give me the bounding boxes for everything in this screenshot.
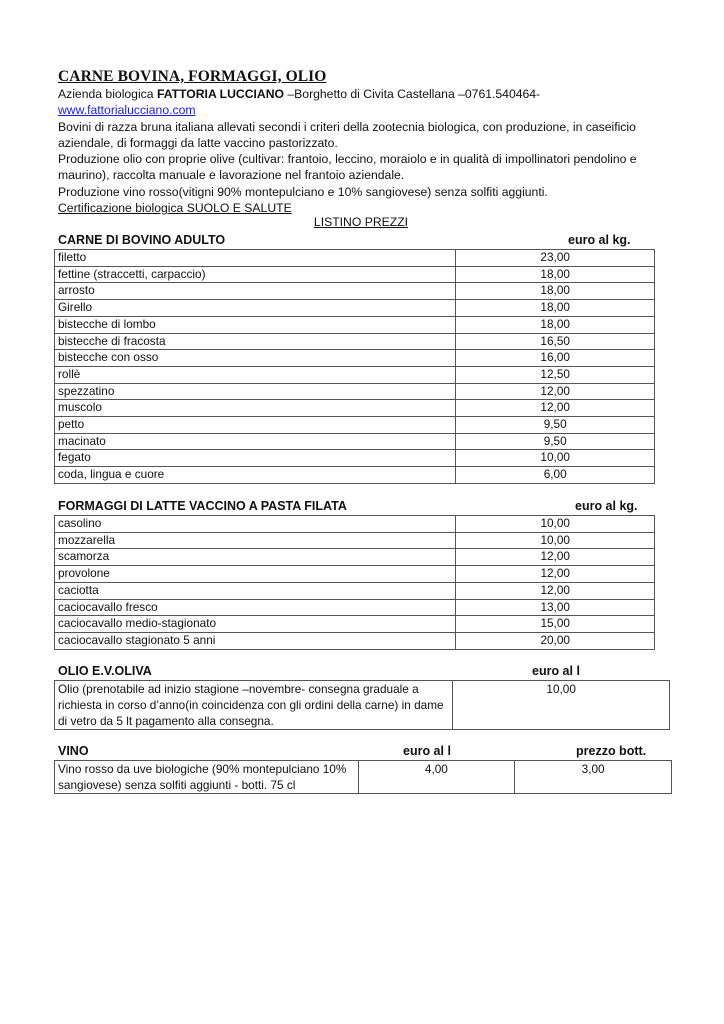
- item-name: rollè: [55, 366, 456, 383]
- item-price: 20,00: [456, 632, 655, 649]
- item-price: 18,00: [456, 266, 655, 283]
- item-name: caciocavallo medio-stagionato: [55, 616, 456, 633]
- vino-price-bottle: 3,00: [515, 761, 672, 794]
- item-name: mozzarella: [55, 532, 456, 549]
- table-row: [55, 333, 655, 350]
- item-name: caciotta: [55, 582, 456, 599]
- table-row: [55, 283, 655, 300]
- carne-price-table: [54, 249, 655, 484]
- vino-price-liter: 4,00: [358, 761, 515, 794]
- item-price: 15,00: [456, 616, 655, 633]
- table-row: [55, 400, 655, 417]
- formaggi-price-table: [54, 515, 655, 650]
- item-name: bistecche di fracosta: [55, 333, 456, 350]
- olio-unit-label: euro al l: [532, 664, 580, 678]
- company-intro: [58, 86, 678, 216]
- item-name: petto: [55, 417, 456, 434]
- item-name: caciocavallo fresco: [55, 599, 456, 616]
- table-row: [55, 467, 655, 484]
- item-name: caciocavallo stagionato 5 anni: [55, 632, 456, 649]
- item-price: 9,50: [456, 417, 655, 434]
- item-name: casolino: [55, 516, 456, 533]
- table-row: [55, 383, 655, 400]
- table-row: [55, 366, 655, 383]
- item-price: 16,00: [456, 350, 655, 367]
- price-list-heading: [0, 215, 724, 229]
- item-price: 12,00: [456, 383, 655, 400]
- table-row: [55, 417, 655, 434]
- document-title: CARNE BOVINA, FORMAGGI, OLIO: [58, 68, 327, 85]
- vino-heading: VINO: [58, 744, 89, 758]
- olio-price-table: [54, 680, 670, 730]
- item-price: 18,00: [456, 300, 655, 317]
- vino-unit-bottle-label: prezzo bott.: [576, 744, 647, 758]
- table-row: [55, 300, 655, 317]
- table-row: [55, 350, 655, 367]
- item-name: arrosto: [55, 283, 456, 300]
- table-row: [55, 616, 655, 633]
- item-price: 10,00: [456, 532, 655, 549]
- item-name: fettine (straccetti, carpaccio): [55, 266, 456, 283]
- item-price: 12,00: [456, 549, 655, 566]
- item-price: 10,00: [456, 516, 655, 533]
- vino-price-table: [54, 760, 672, 794]
- item-name: scamorza: [55, 549, 456, 566]
- table-row: [55, 516, 655, 533]
- website-link[interactable]: www.fattorialucciano.com: [58, 103, 196, 118]
- item-price: 18,00: [456, 283, 655, 300]
- item-name: fegato: [55, 450, 456, 467]
- item-price: 12,00: [456, 400, 655, 417]
- table-row: [55, 681, 670, 730]
- company-contact: –Borghetto di Civita Castellana –0761.540464-: [284, 87, 541, 101]
- item-price: 18,00: [456, 316, 655, 333]
- carne-heading: CARNE DI BOVINO ADULTO: [58, 233, 226, 247]
- table-row: [55, 433, 655, 450]
- item-name: macinato: [55, 433, 456, 450]
- item-price: 12,00: [456, 582, 655, 599]
- table-row: [55, 250, 655, 267]
- item-name: bistecche di lombo: [55, 316, 456, 333]
- intro-paragraph-vino: Produzione vino rosso(vitigni 90% montepulciano e 10% sangiovese) senza solfiti aggiunti.: [58, 184, 548, 199]
- table-row: [55, 549, 655, 566]
- olio-heading: OLIO E.V.OLIVA: [58, 664, 152, 678]
- item-name: provolone: [55, 566, 456, 583]
- item-name: muscolo: [55, 400, 456, 417]
- table-row: [55, 599, 655, 616]
- item-name: coda, lingua e cuore: [55, 467, 456, 484]
- item-price: 12,50: [456, 366, 655, 383]
- table-row: [55, 632, 655, 649]
- formaggi-unit-label: euro al kg.: [575, 499, 638, 513]
- table-row: [55, 450, 655, 467]
- table-row: [55, 532, 655, 549]
- vino-description: Vino rosso da uve biologiche (90% montepulciano 10% sangiovese) senza solfiti aggiunti - botti. 75 cl: [55, 761, 359, 794]
- item-price: 6,00: [456, 467, 655, 484]
- item-name: spezzatino: [55, 383, 456, 400]
- formaggi-heading: FORMAGGI DI LATTE VACCINO A PASTA FILATA: [58, 499, 347, 513]
- table-row: [55, 566, 655, 583]
- company-prefix: Azienda biologica: [58, 87, 157, 101]
- table-row: [55, 582, 655, 599]
- table-row: [55, 316, 655, 333]
- item-name: Girello: [55, 300, 456, 317]
- intro-paragraph-olio: Produzione olio con proprie olive (cultivar: frantoio, leccino, moraiolo e in qualità di impollinatori pendolino e maurino), raccolta manuale e lavorazione nel frantoio aziendale.: [58, 152, 637, 183]
- item-name: bistecche con osso: [55, 350, 456, 367]
- company-name: FATTORIA LUCCIANO: [156, 87, 284, 101]
- table-row: [55, 761, 672, 794]
- price-list-title: LISTINO PREZZI: [313, 215, 409, 229]
- item-price: 23,00: [456, 250, 655, 267]
- item-price: 12,00: [456, 566, 655, 583]
- item-price: 9,50: [456, 433, 655, 450]
- company-line: [58, 86, 678, 102]
- olio-description: Olio (prenotabile ad inizio stagione –novembre- consegna graduale a richiesta in corso d’anno(in coincidenza con gli ordini della carne) in dame di vetro da 5 lt pagamento alla consegna.: [55, 681, 453, 730]
- table-row: [55, 266, 655, 283]
- vino-unit-liter-label: euro al l: [403, 744, 451, 758]
- certification-note: Certificazione biologica SUOLO E SALUTE: [58, 201, 292, 216]
- item-name: filetto: [55, 250, 456, 267]
- item-price: 10,00: [456, 450, 655, 467]
- olio-price: 10,00: [453, 681, 670, 730]
- carne-unit-label: euro al kg.: [568, 233, 631, 247]
- intro-paragraph-bovini: Bovini di razza bruna italiana allevati secondi i criteri della zootecnia biologica, con produzione, in caseificio aziendale, di formaggi da latte vaccino pastorizzato.: [58, 119, 636, 150]
- item-price: 16,50: [456, 333, 655, 350]
- item-price: 13,00: [456, 599, 655, 616]
